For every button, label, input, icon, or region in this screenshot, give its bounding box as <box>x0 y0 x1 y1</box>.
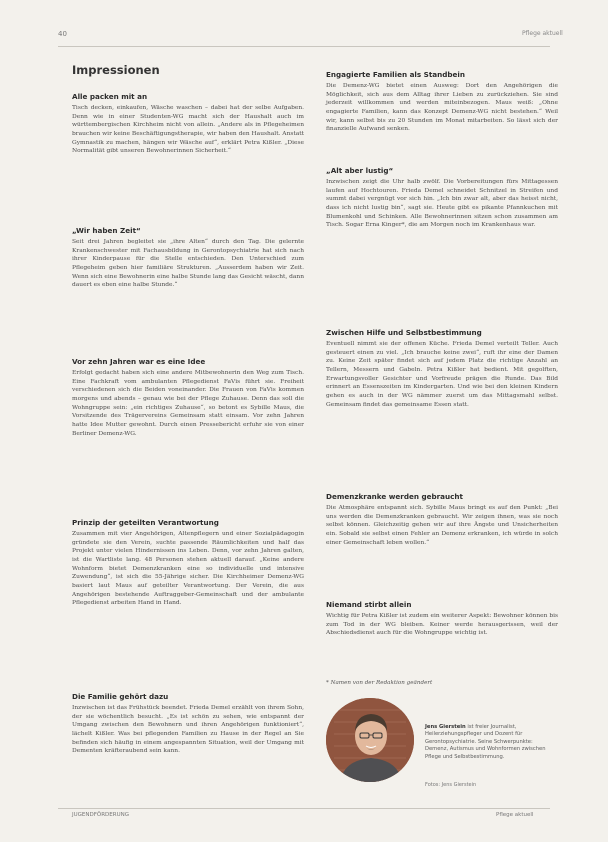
block-heading: Demenzkranke werden gebraucht <box>326 492 463 501</box>
article-block <box>326 328 558 409</box>
block-text: Wichtig für Petra Kißler ist zudem ein weiterer Aspekt: Bewohner können bis zum Tod in der WG bleiben. Keiner werde herausgerissen, weil der Abschiedsdienst auch für die Wohngruppe wichtig ist. <box>326 613 558 637</box>
footnote: * Namen von der Redaktion geändert <box>326 680 433 686</box>
footer-left: JUGENDFÖRDERUNG <box>72 812 129 818</box>
portrait-photo-icon <box>326 698 414 782</box>
block-heading: „Wir haben Zeit“ <box>72 226 141 235</box>
article-block <box>72 226 304 290</box>
author-portrait <box>326 698 414 782</box>
block-text: Eventuell nimmt sie der offenen Küche. Frieda Demel verteilt Teller. Auch gesteuert einen zu viel. „Ich brauche keine zwei“, ruft ihr eine der Damen zu. Keine Zeit später findet sich auf jedem Platz die richtige Anzahl an Tellern, Messern und Gabeln. Petra Kißler hat bedient. Mit gegolften, Erwartungsvoller Gesichter und Vorfreude prägen die Runde. Das Bild erinnert an Essenszeiten im Kindergarten. Und wie bei den kleinen Kindern gehen es auch in der WG nämmer zuerst um das Mittagsmahl selbst. Gemeinsam findet das gemeinsame Essen statt. <box>326 341 558 408</box>
running-head: Pflege aktuell <box>522 30 563 37</box>
block-text: Erfolgt gedacht haben sich eine andere Mitbewohnerin den Weg zum Tisch. Eine Fachkraft vom ambulanten Pflegedienst FaVis führt sie. Freiheit verschiedenen sich die Beiden voneinander. Die Frauen von FaVis kommen morgens und abends – genau wie bei der Pflege Zuhause. Denn das soll die Wohngruppe sein: „ein richtiges Zuhause“, so betont es Sybille Maus, die Vorsitzende des Trägervereins Gemeinsam statt einsam. Vor zehn Jahren hatte Idee Mutter gewohnt. Durch einen Pressebericht erfuhr sie von einer Berliner Demenz-WG. <box>72 370 304 437</box>
block-text: Inzwischen zeigt die Uhr halb zwölf. Die Vorbereitungen fürs Mittagessen laufen auf Hochtouren. Frieda Demel schneidet Schnitzel in Streifen und summt dabei vergnügt vor sich hin. „Ich bin zwar alt, aber das heisst nicht, dass ich nicht lustig bin“, sagt sie. Heute gibt es pikante Pfannkuchen mit Blumenkohl und Schinken. Alle Bewohnerinnen sitzen schon zusammen am Tisch. Sogar Erna Kinger*, die am Morgen noch im Krankenhaus war. <box>326 179 558 229</box>
block-text: Tisch decken, einkaufen, Wäsche waschen – dabei hat der selbe Aufgaben. Denn wie in einer Studenten-WG macht sich der Haushalt auch im württembergischen Kirchheim nicht von allein. „Andere als in Pflegeheimen brauchen wir keine Beschäftigungstherapie, wir haben den Haushalt. Anstatt Gymnastik zu machen, hängen wir Wäsche auf“, erklärt Petra Kißler. „Diese Normalität gibt unseren Bewohnerinnen Sicherheit.“ <box>72 105 304 155</box>
article-block <box>72 92 304 156</box>
header-rule <box>58 46 550 47</box>
block-heading: Die Familie gehört dazu <box>72 692 169 701</box>
footer-rule <box>58 808 550 809</box>
block-heading: „Alt aber lustig“ <box>326 166 394 175</box>
block-text: Die Atmosphäre entspannt sich. Sybille Maus bringt es auf den Punkt: „Bei uns werden die Demenzkranken gebraucht. Wir zeigen ihnen, was sie noch selbst können. Gleichzeitig gehen wir auf ihre Ängste und Unsicherheiten ein. Sobald sie selbst einen Fehler an Demenz erkranken, ich würde in solch einer Gemeinschaft leben wollen.“ <box>326 505 558 546</box>
block-heading: Engagierte Familien als Standbein <box>326 70 465 79</box>
block-text: Die Demenz-WG bietet einen Ausweg: Dort den Angehörigen die Möglichkeit, sich aus dem Alltag ihrer Lieben zu zurückziehen. Sie sind jederzeit willkommen und werden miteinbezogen. Maus weiß: „Ohne engagierte Familien, kann das Konzept Demenz-WG nicht bestehen.“ Weil wir, kann selbst bis zu 20 Stunden im Monat mitarbeiten. So lässt sich der finanzielle Aufwand senken. <box>326 83 558 133</box>
author-description: ist freier Journalist, Heilerziehungspfleger und Dozent für Gerontopsychiatrie. Seine Schwerpunkte: Demenz, Autismus und Wohnformen zwischen Pflege und Selbstbestimmung. <box>425 724 546 760</box>
article-block <box>72 692 304 756</box>
block-text: Seit drei Jahren begleitet sie „ihre Alten“ durch den Tag. Die gelernte Krankenschwester mit Fachausbildung in Gerontopsychiatrie hat sich nach ihrer Kinderpause für die Stelle entschieden. Den Unterschied zum Pflegeheim geben hier familiäre Strukturen. „Ausserdem haben wir Zeit. Wenn sich eine Bewohnerin eine halbe Stunde lang das Gesicht wäscht, dann dauert es eben eine halbe Stunde.“ <box>72 239 304 289</box>
article-block <box>326 600 558 638</box>
article-block <box>72 357 304 438</box>
page-number: 40 <box>58 30 67 38</box>
block-heading: Alle packen mit an <box>72 92 148 101</box>
block-text: Zusammen mit vier Angehörigen, Altenpflegern und einer Sozialpädagogin gründete sie den Verein, suchte passende Räumlichkeiten und half das Projekt unter vielen Hindernissen ins Leben. Denn, vor zehn Jahren galten, ist die Wartliste lang. 48 Personen stehen aktuell darauf. „Keine andere Wohnform bietet Demenzkranken eine so individuelle und intensive Zuwendung“, ist sich die 55-Jährige sicher. Die Kirchheimer Demenz-WG basiert laut Maus auf geteilter Verantwortung. Der Verein, die aus Angehörigen bestehende Auftraggeber-Gemeinschaft und der ambulante Pflegedienst arbeiten Hand in Hand. <box>72 531 304 607</box>
article-block <box>326 70 558 134</box>
author-bio <box>425 724 555 761</box>
block-heading: Niemand stirbt allein <box>326 600 412 609</box>
article-block <box>326 492 558 547</box>
photo-credit: Fotos: Jens Gierstein <box>425 782 477 788</box>
block-text: Inzwischen ist das Frühstück beendet. Frieda Demel erzählt von ihrem Sohn, der sie wöchentlich besucht. „Es ist schön zu sehen, wie entspannt der Umgang zwischen den Bewohnern und ihren Angehörigen funktioniert“, lächelt Kißler. Was bei pflegenden Familien zu Hause in der Regel an Sie befinden sich häufig in einem angespannten Situation, weil der Umgang mit Dementen kräfteraubend sein kann. <box>72 705 304 755</box>
block-heading: Vor zehn Jahren war es eine Idee <box>72 357 206 366</box>
block-heading: Prinzip der geteilten Verantwortung <box>72 518 219 527</box>
section-title: Impressionen <box>72 63 160 77</box>
author-name: Jens Gierstein <box>425 724 466 730</box>
footer-right: Pflege aktuell <box>496 812 534 818</box>
article-block <box>72 518 304 608</box>
article-block <box>326 166 558 230</box>
block-heading: Zwischen Hilfe und Selbstbestimmung <box>326 328 482 337</box>
